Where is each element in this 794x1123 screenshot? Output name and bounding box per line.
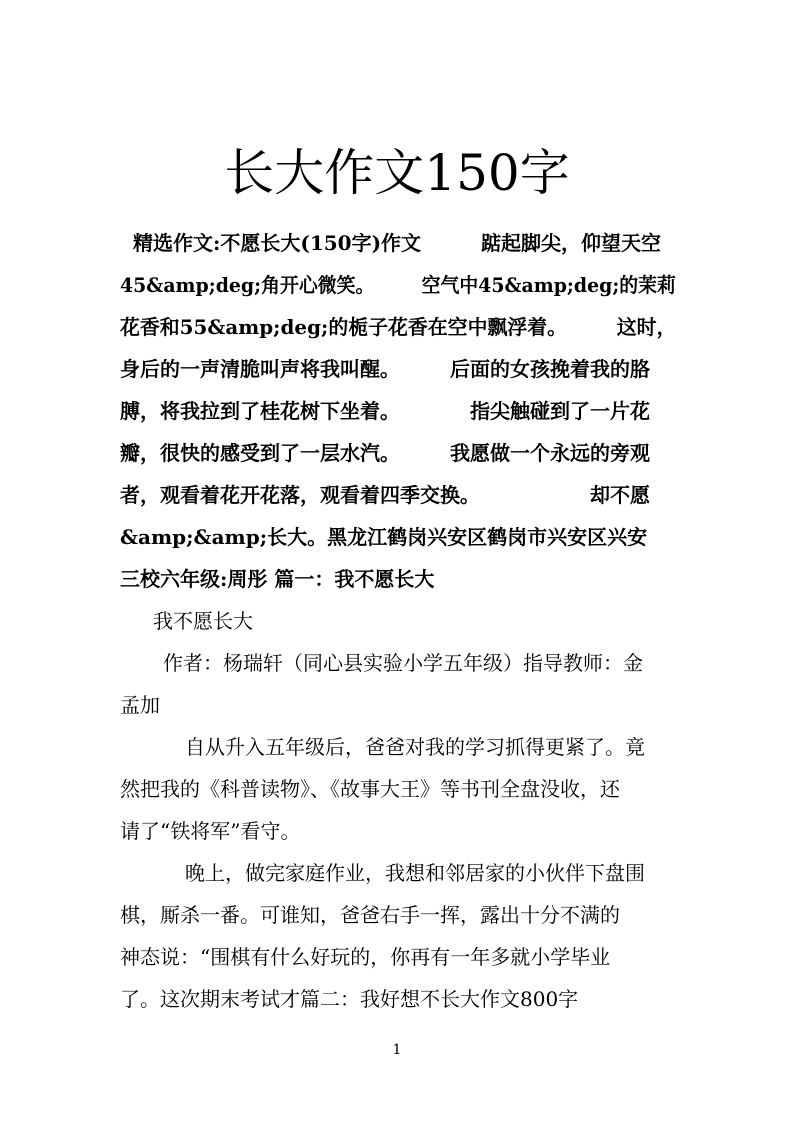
paragraph-1-line-2: 然把我的《科普读物》、《故事大王》等书刊全盘没收，还	[120, 777, 620, 801]
paragraph-1-line-3: 请了“铁将军”看守。	[120, 819, 301, 843]
body-line-4: 身后的一声清脆叫声将我叫醒。 后面的女孩挽着我的胳	[120, 357, 650, 381]
body-line-2: 45&amp;deg;角开心微笑。 空气中45&amp;deg;的茉莉	[120, 273, 676, 297]
body-line-8: &amp;&amp;长大。黑龙江鹤岗兴安区鹤岗市兴安区兴安	[120, 525, 648, 549]
page-title: 长大作文150字	[224, 144, 570, 202]
body-line-1: 精选作文:不愿长大(150字)作文 踮起脚尖，仰望天空	[133, 231, 662, 255]
paragraph-2-line-4: 了。这次期末考试才篇二：我好想不长大作文800字	[120, 987, 579, 1011]
section-heading: 我不愿长大	[153, 609, 253, 633]
author-line-cont: 孟加	[120, 693, 160, 717]
body-line-9: 三校六年级:周彤 篇一：我不愿长大	[120, 567, 435, 591]
paragraph-1-line-1: 自从升入五年级后，爸爸对我的学习抓得更紧了。竟	[185, 735, 645, 759]
body-line-5: 膊，将我拉到了桂花树下坐着。 指尖触碰到了一片花	[120, 399, 650, 423]
author-line: 作者：杨瑞轩（同心县实验小学五年级）指导教师：金	[163, 651, 643, 675]
body-line-6: 瓣，很快的感受到了一层水汽。 我愿做一个永远的旁观	[120, 441, 650, 465]
body-line-7: 者，观看着花开花落，观看着四季交换。 却不愿	[120, 483, 650, 507]
paragraph-2-line-1: 晚上，做完家庭作业，我想和邻居家的小伙伴下盘围	[185, 861, 645, 885]
paragraph-2-line-2: 棋，厮杀一番。可谁知，爸爸右手一挥，露出十分不满的	[120, 903, 620, 927]
page-number: 1	[392, 1042, 402, 1058]
body-line-3: 花香和55&amp;deg;的栀子花香在空中飘浮着。 这时，	[120, 315, 677, 339]
paragraph-2-line-3: 神态说：“围棋有什么好玩的，你再有一年多就小学毕业	[120, 945, 611, 969]
